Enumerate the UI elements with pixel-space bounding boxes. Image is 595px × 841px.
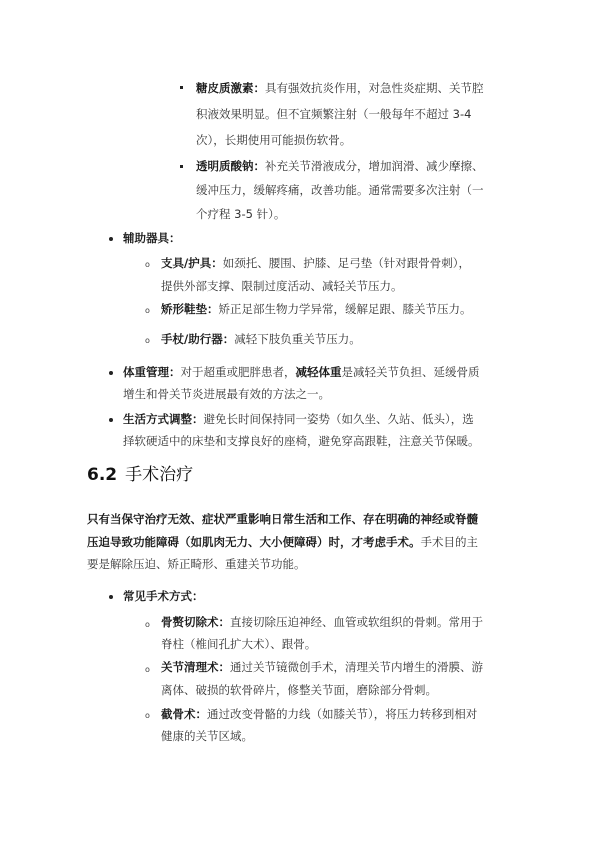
item-text-line: 次），长期使用可能损伤软骨。 — [196, 133, 352, 147]
item-emphasis: 减轻体重 — [295, 365, 342, 379]
intro-text: 手术目的主 — [420, 535, 478, 549]
section-heading — [87, 465, 193, 485]
circle-bullet-icon: o — [145, 665, 150, 674]
item-label: 手杖/助行器： — [161, 332, 235, 346]
item-text: 直接切除压迫神经、血管或软组织的骨刺。常用于 — [230, 615, 483, 629]
item-label: 支具/护具： — [161, 256, 223, 270]
item-label: 体重管理： — [123, 365, 181, 379]
item-text: 减轻下肢负重关节压力。 — [234, 332, 361, 346]
section-number: 6.2 — [87, 465, 118, 485]
item-label: 透明质酸钠： — [196, 159, 265, 173]
item-text-line: 提供外部支撑、限制过度活动、减轻关节压力。 — [161, 279, 403, 293]
intro-emphasis: 压迫导致功能障碍（如肌肉无力、大小便障碍）时，才考虑手术。 — [87, 535, 421, 549]
item-label: 生活方式调整： — [123, 412, 204, 426]
list-item-cane — [161, 332, 361, 347]
square-bullet-icon — [180, 86, 183, 89]
item-text: 矫正足部生物力学异常，缓解足跟、膝关节压力。 — [218, 302, 472, 316]
item-text: 是减轻关节负担、延缓骨质 — [341, 365, 480, 379]
list-item-hyaluronate — [196, 159, 484, 174]
bullet-icon — [109, 595, 113, 599]
bullet-icon — [109, 237, 113, 241]
item-text-line: 离体、破损的软骨碎片，修整关节面，磨除部分骨刺。 — [161, 683, 437, 697]
item-text: 对于超重或肥胖患者， — [180, 365, 296, 379]
list-item-lifestyle — [123, 412, 474, 427]
bullet-icon — [109, 371, 113, 375]
list-item-osteophytectomy — [161, 615, 483, 630]
item-text-line: 脊柱（椎间孔扩大术）、跟骨。 — [161, 637, 317, 651]
circle-bullet-icon: o — [145, 336, 150, 345]
list-item-corticosteroid — [196, 81, 484, 96]
item-text-line: 增生和骨关节炎进展最有效的方法之一。 — [123, 387, 330, 401]
list-item-brace — [161, 256, 470, 271]
list-item-weight — [123, 365, 480, 380]
item-label: 骨赘切除术： — [161, 615, 230, 629]
item-text: 避免长时间保持同一姿势（如久坐、久站、低头），选 — [203, 412, 474, 426]
item-label: 截骨术： — [161, 707, 207, 721]
list-item-surgery: 常见手术方式： — [123, 589, 204, 603]
list-item-aids: 辅助器具： — [123, 231, 181, 245]
item-text-line: 缓冲压力，缓解疼痛，改善功能。通常需要多次注射（一 — [196, 183, 484, 197]
item-text-line: 积液效果明显。但不宜频繁注射（一般每年不超过 3-4 — [196, 107, 472, 121]
item-label: 矫形鞋垫： — [161, 302, 219, 316]
intro-paragraph-line — [87, 535, 478, 550]
bullet-icon — [109, 418, 113, 422]
intro-paragraph-line: 要是解除压迫、矫正畸形、重建关节功能。 — [87, 557, 306, 571]
section-title: 手术治疗 — [125, 465, 194, 485]
item-label: 糖皮质激素： — [196, 81, 265, 95]
circle-bullet-icon: o — [145, 260, 150, 269]
item-label: 关节清理术： — [161, 660, 230, 674]
circle-bullet-icon: o — [145, 711, 150, 720]
list-item-debridement — [161, 660, 483, 675]
item-text: 通过改变骨骼的力线（如膝关节），将压力转移到相对 — [207, 707, 478, 721]
item-text-line: 择软硬适中的床垫和支撑良好的座椅，避免穿高跟鞋，注意关节保暖。 — [123, 434, 480, 448]
item-text: 如颈托、腰围、护膝、足弓垫（针对跟骨骨刺）， — [222, 256, 470, 270]
circle-bullet-icon: o — [145, 306, 150, 315]
list-item-insole — [161, 302, 472, 317]
item-text-line: 个疗程 3-5 针）。 — [196, 207, 286, 221]
item-text: 具有强效抗炎作用，对急性炎症期、关节腔 — [265, 81, 484, 95]
item-text: 通过关节镜微创手术，清理关节内增生的滑膜、游 — [230, 660, 483, 674]
circle-bullet-icon: o — [145, 620, 150, 629]
item-text-line: 健康的关节区域。 — [161, 729, 253, 743]
list-item-osteotomy — [161, 707, 477, 722]
item-text: 补充关节滑液成分，增加润滑、减少摩擦、 — [265, 159, 484, 173]
intro-paragraph-line: 只有当保守治疗无效、症状严重影响日常生活和工作、存在明确的神经或脊髓 — [87, 512, 478, 526]
square-bullet-icon — [180, 165, 183, 168]
